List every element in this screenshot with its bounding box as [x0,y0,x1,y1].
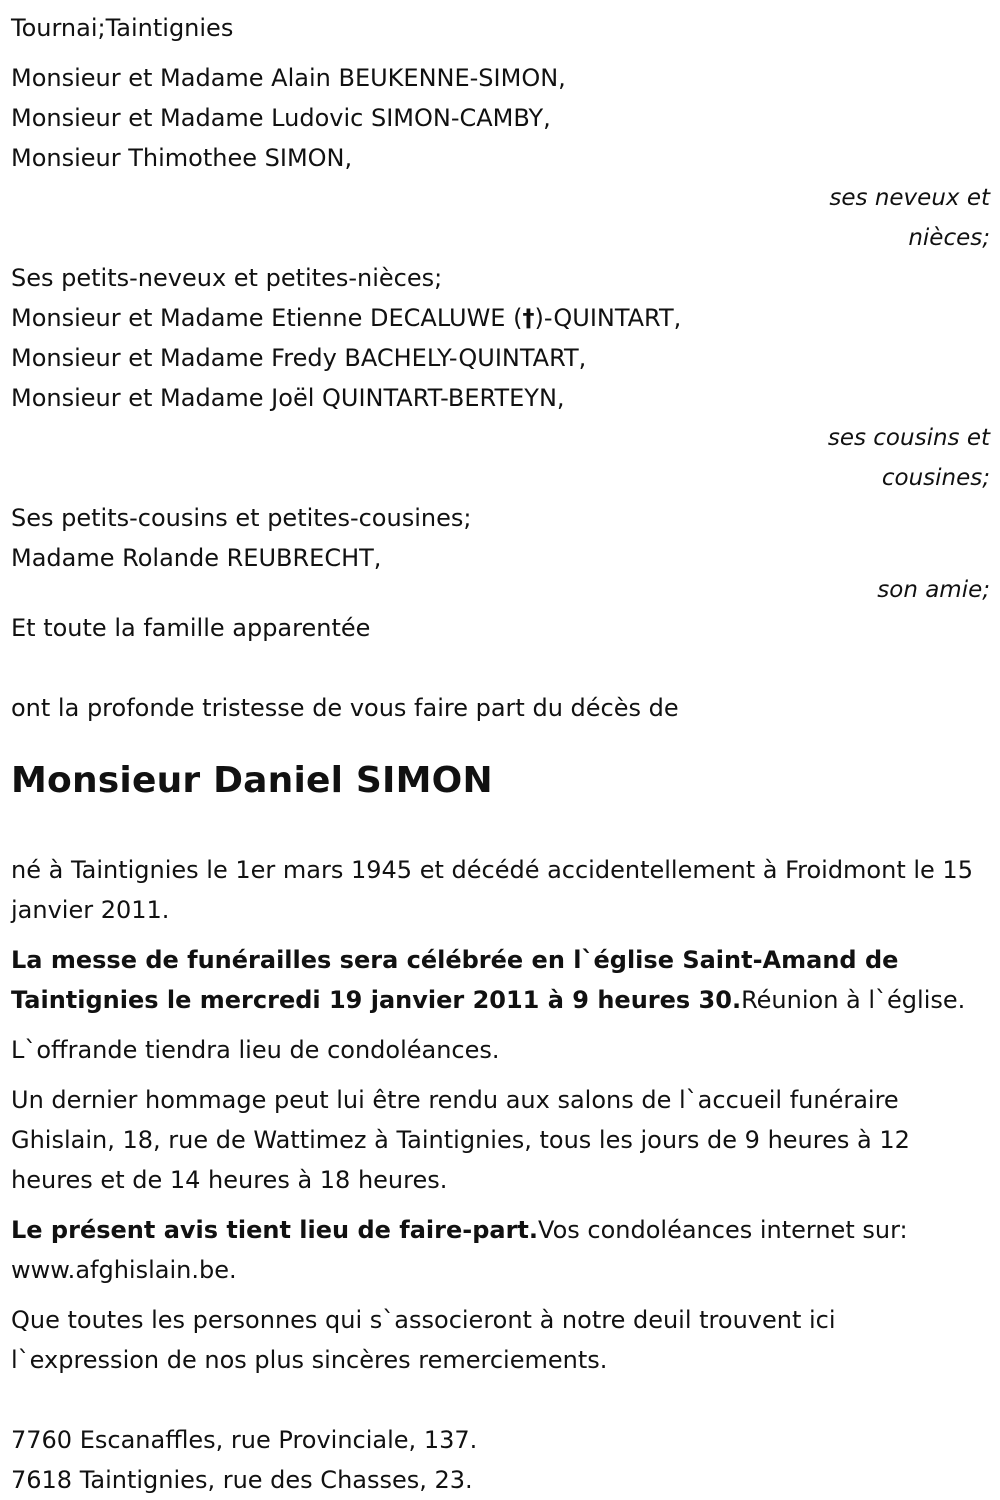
relationship-label: ses neveux et [829,185,990,211]
funeral-mass-text [11,940,990,1020]
cross-icon: † [522,304,535,332]
relationship-label: son amie; [877,577,990,603]
family-member-line: Monsieur et Madame Ludovic SIMON-CAMBY, [11,104,551,132]
group-intro: Ses petits-cousins et petites-cousines; [11,504,472,532]
deceased-name: Monsieur Daniel SIMON [11,760,493,801]
thanks-text: Que toutes les personnes qui s`associeront à notre deuil trouvent ici l`expression de nos plus sincères remerciements. [11,1306,836,1374]
nephews-group [11,58,990,258]
family-member-line: Monsieur et Madame Fredy BACHELY-QUINTART, [11,344,587,372]
funeral-mass-bold: La messe de funérailles sera célébrée en l`église Saint-Amand de Taintignies le mercredi 19 janvier 2011 à 9 heures 30. [11,946,899,1014]
cousins-group [11,258,990,498]
family-member-suffix: )-QUINTART, [534,304,682,332]
address-line: 7618 Taintignies, rue des Chasses, 23. [11,1466,473,1494]
funeral-mass-normal: Réunion à l`église. [741,986,966,1014]
birth-death-text: né à Taintignies le 1er mars 1945 et décédé accidentellement à Froidmont le 15 janvier 2011. [11,856,973,924]
friend-group [11,498,990,602]
family-member-line: Madame Rolande REUBRECHT, [11,544,382,572]
family-member-prefix: Monsieur et Madame Etienne DECALUWE ( [11,304,523,332]
offering-text: L`offrande tiendra lieu de condoléances. [11,1036,500,1064]
address-line: 7760 Escanaffles, rue Provinciale, 137. [11,1426,478,1454]
relationship-label: ses cousins et [827,425,990,451]
notice-text [11,1210,990,1290]
family-line: Et toute la famille apparentée [11,614,371,642]
announcement-text: ont la profonde tristesse de vous faire part du décès de [11,694,679,722]
family-member-line [11,298,990,338]
family-member-line: Monsieur Thimothee SIMON, [11,144,353,172]
family-member-line: Monsieur et Madame Joël QUINTART-BERTEYN, [11,384,565,412]
tribute-text: Un dernier hommage peut lui être rendu aux salons de l`accueil funéraire Ghislain, 18, rue de Wattimez à Taintignies, tous les jours de 9 heures à 12 heures et de 14 heures à 18 heures. [11,1086,910,1194]
notice-normal: Vos condoléances internet sur: www.afghislain.be. [11,1216,908,1284]
relationship-label: nièces; [908,225,990,251]
group-intro: Ses petits-neveux et petites-nièces; [11,264,443,292]
family-member-line: Monsieur et Madame Alain BEUKENNE-SIMON, [11,64,566,92]
relationship-label: cousines; [881,465,990,491]
notice-bold: Le présent avis tient lieu de faire-part. [11,1216,539,1244]
location-header: Tournai;Taintignies [11,14,234,42]
